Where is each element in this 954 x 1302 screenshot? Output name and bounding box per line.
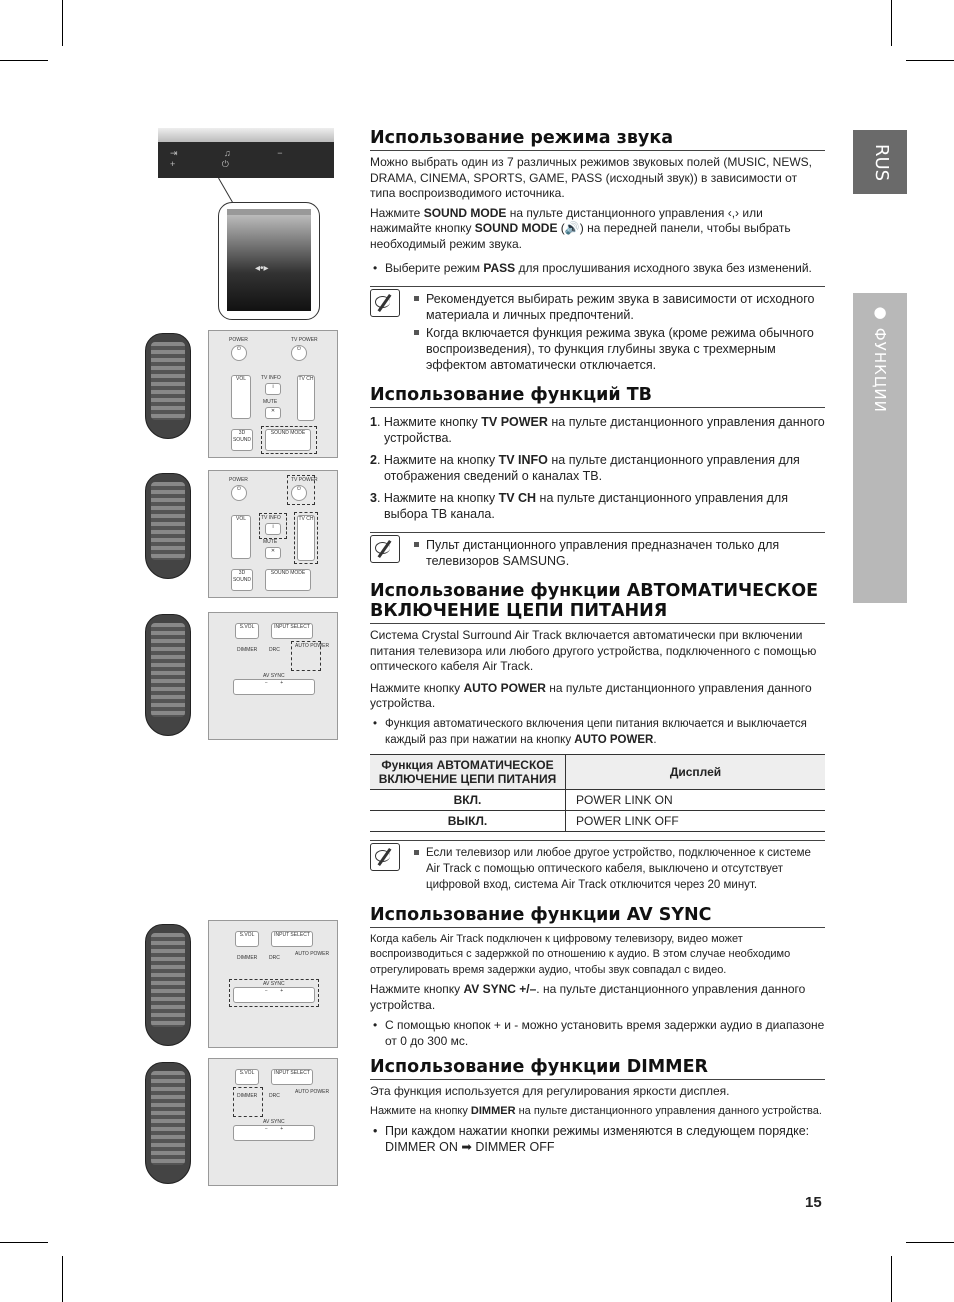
step-item: 3. Нажмите на кнопку TV CH на пульте дистанционного управления для выбора ТВ канала. [370,491,788,521]
note-pencil-icon [370,535,400,563]
note-pencil-icon [370,289,400,317]
note-item: Пульт дистанционного управления предназначен только для телевизоров SAMSUNG. [412,537,825,569]
note-item: Рекомендуется выбирать режим звука в зависимости от исходного материала и личных предпочтений. [412,291,825,323]
language-tab-label: RUS [871,144,892,182]
crop-mark [906,60,954,61]
sound-mode-button: SOUND MODE [265,569,311,591]
power-icon: ⏻ [231,485,247,501]
paragraph: Можно выбрать один из 7 различных режимов звуковых полей (MUSIC, NEWS, DRAMA, CINEMA, SPORTS, GAME, PASS (исходный звук)) в зависимости от типа воспроизводимого источника. [370,155,812,200]
crop-mark [62,1256,63,1302]
remote-zoom-tv: POWER TV POWER ⏻ ⏻ VOL TV INFO i MUTE ✕ TV CH 3D SOUND SOUND MODE [208,330,338,458]
front-panel-illustration [158,128,334,318]
crop-mark [906,1242,954,1243]
tv-ch-button: TV CH [297,375,315,421]
page-number: 15 [805,1194,822,1211]
paragraph: Нажмите SOUND MODE на пульте дистанционного управления ‹,› или нажимайте кнопку SOUND MODE (🔊) на передней панели, чтобы выбрать необходимый режим звука. [370,205,791,251]
av-sync-button: − + [233,987,315,1003]
table-header: Функция АВТОМАТИЧЕСКОЕ ВКЛЮЧЕНИЕ ЦЕПИ ПИТАНИЯ [370,754,566,789]
paragraph: Нажмите на кнопку DIMMER на пульте дистанционного управления данного устройства. [370,1104,822,1117]
vol-button: VOL [231,375,251,419]
paragraph: Нажмите кнопку AUTO POWER на пульте дистанционного управления данного устройства. [370,680,812,710]
mute-icon: ✕ [265,547,281,559]
section-title-av-sync: Использование функции AV SYNC [370,905,825,928]
note-box [370,286,825,379]
remote-zoom-dimmer: S.VOL INPUT SELECT DIMMER DRC AUTO POWER AV SYNC − + [208,1058,338,1186]
remote-illustration [145,473,191,579]
tv-power-icon: ⏻ [291,485,307,501]
table-row: ВЫКЛ. POWER LINK OFF [370,810,825,831]
crop-mark [0,1242,48,1243]
bullet-item: • Выберите режим PASS для прослушивания исходного звука без изменений. [370,260,825,276]
tv-info-icon: i [265,383,281,395]
mute-icon: ✕ [265,407,281,419]
note-box [370,840,825,899]
remote-illustration [145,924,191,1046]
remote-zoom-av-sync: S.VOL INPUT SELECT DIMMER DRC AUTO POWER AV SYNC − + [208,920,338,1048]
bullet-item: • С помощью кнопок + и - можно установить время задержки аудио в диапазоне от 0 до 300 мс. [370,1017,825,1049]
note-item: Если телевизор или любое другое устройство, подключенное к системе Air Track с помощью оптического кабеля, выключено и отсутствует цифровой вход, система Air Track отключится через 20 минут. [412,845,825,893]
section-title-sound-mode: Использование режима звука [370,128,825,151]
crop-mark [0,60,48,61]
crop-mark [62,0,63,46]
remote-illustration [145,1062,191,1184]
remote-zoom-tv-2: POWER TV POWER ⏻ ⏻ VOL TV INFO i MUTE ✕ TV CH 3D SOUND SOUND MODE [208,470,338,598]
av-sync-button: − + [233,679,315,695]
tv-power-icon: ⏻ [291,345,307,361]
section-tab [853,293,907,603]
bullet-item: • При каждом нажатии кнопки режимы изменяются в следующем порядке: DIMMER ON ➡ DIMMER OFF [370,1123,825,1155]
bullet-item: • Функция автоматического включения цепи питания включается и выключается каждый раз при нажатии на кнопку AUTO POWER. [370,716,825,748]
sound-mode-button: SOUND MODE [265,429,311,451]
section-title-dimmer: Использование функции DIMMER [370,1057,825,1080]
panel-icons: ⇥ ♫ − + ⏻ [170,148,305,169]
crop-mark [891,1256,892,1302]
vol-button: VOL [231,515,251,559]
remote-zoom-auto-power: S.VOL INPUT SELECT DIMMER DRC AUTO POWER AV SYNC − + [208,612,338,740]
remote-illustration [145,614,191,736]
power-icon: ⏻ [231,345,247,361]
paragraph: Нажмите кнопку AV SYNC +/–. на пульте дистанционного управления данного устройства. [370,982,806,1012]
note-box [370,532,825,575]
step-item: 2. Нажмите на кнопку TV INFO на пульте дистанционного управления для отображения сведений о каналах ТВ. [370,453,800,483]
note-item: Когда включается функция режима звука (кроме режима обычного воспроизведения), то функция глубины звука с трехмерным эффектом автоматически отключается. [412,325,825,373]
paragraph: Система Crystal Surround Air Track включается автоматически при включении питания телевизора или любого другого устройства, подключенного с помощью оптического кабеля Air Track. [370,628,817,673]
tv-ch-button: TV CH [297,515,315,561]
paragraph: Эта функция используется для регулирования яркости дисплея. [370,1084,730,1098]
step-item: 1. Нажмите кнопку TV POWER на пульте дистанционного управления данного устройства. [370,415,825,445]
3d-sound-button: 3D SOUND [231,429,253,451]
table-header: Дисплей [566,754,826,789]
av-sync-button: − + [233,1125,315,1141]
language-tab [853,130,907,194]
3d-sound-button: 3D SOUND [231,569,253,591]
table-row: ВКЛ. POWER LINK ON [370,789,825,810]
section-title-tv: Использование функций ТВ [370,385,825,408]
section-title-auto-power: Использование функции АВТОМАТИЧЕСКОЕ ВКЛЮЧЕНИЕ ЦЕПИ ПИТАНИЯ [370,581,825,624]
tv-info-icon: i [265,523,281,535]
remote-illustration [145,333,191,439]
auto-power-table [370,754,825,832]
crop-mark [891,0,892,46]
note-pencil-icon [370,843,400,871]
sound-mode-panel-icon: ◂•▸ [255,263,269,274]
paragraph: Когда кабель Air Track подключен к цифровому телевизору, видео может воспроизводиться с задержкой по отношению к аудио. В этом случае необходимо отрегулировать время задержки аудио, чтобы звук совпадал с видео. [370,932,791,976]
section-tab-label: ● ФУНКЦИИ [871,303,889,413]
main-content [370,128,825,1155]
